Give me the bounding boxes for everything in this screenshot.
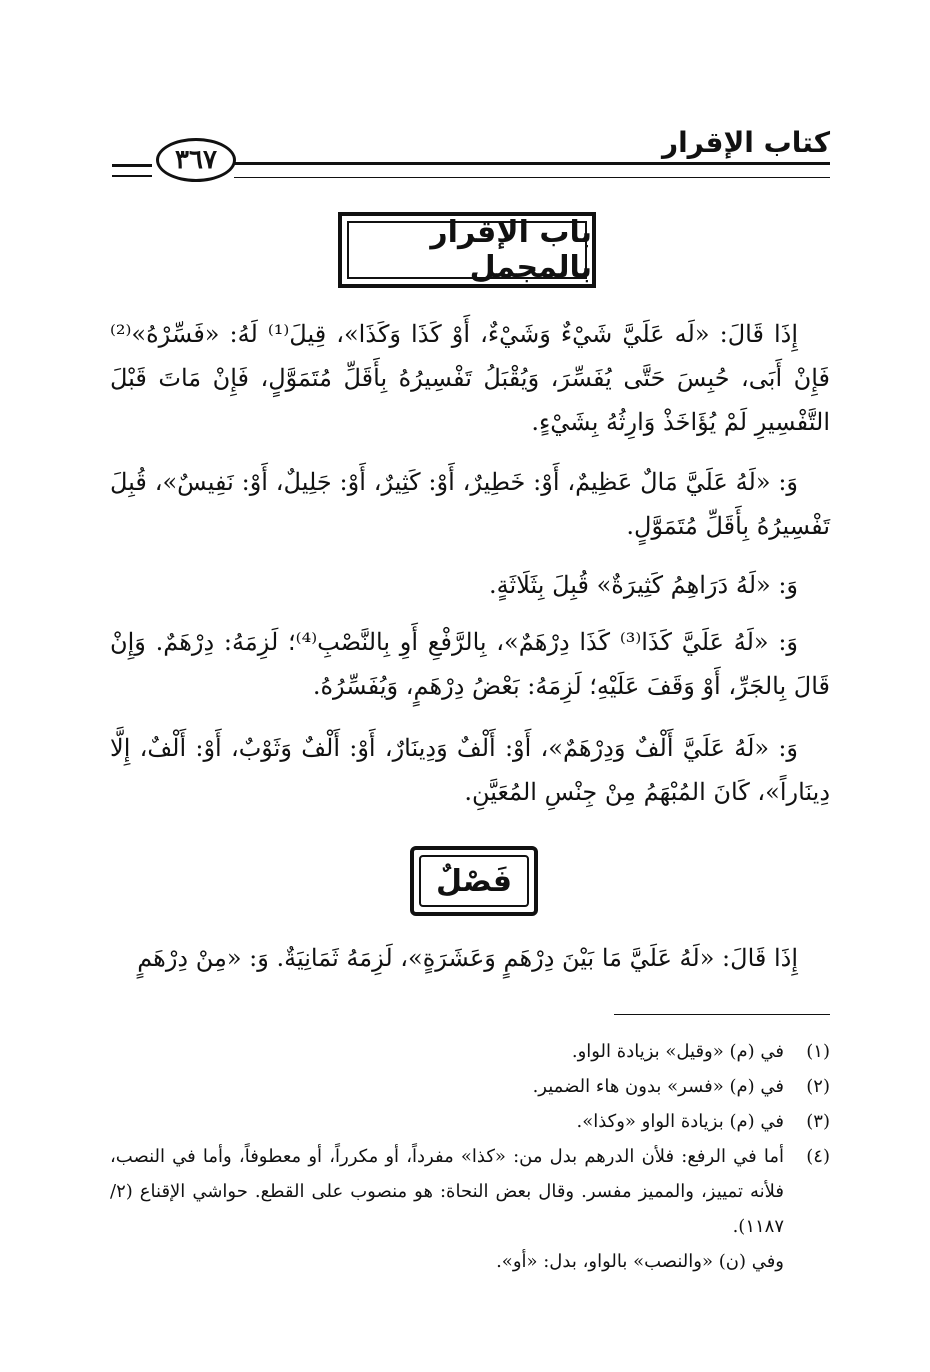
paragraph-text: وَ: «لَهُ عَلَيَّ كَذَا⁽³⁾ كَذَا دِرْهَمٌ»، بِالرَّفْعِ أَوِ بِالنَّصْبِ⁽⁴⁾؛ لَزِمَهُ: دِرْهَمٌ. وَإِنْ قَالَ بِالجَرِّ، أَوْ وَقَفَ عَلَيْهِ؛ لَزِمَهُ: بَعْضُ دِرْهَمٍ، وَيُفَسِّرُهُ. bbox=[110, 628, 830, 700]
paragraph-text: وَ: «لَهُ عَلَيَّ أَلْفٌ وَدِرْهَمٌ»، أَوْ: أَلْفٌ وَدِينَارٌ، أَوْ: أَلْفٌ وَثَوْبٌ، أَوْ: أَلْفٌ، إِلَّا دِينَاراً»، كَانَ المُبْهَمُ مِنْ جِنْسِ المُعَيَّنِ. bbox=[110, 734, 830, 806]
footnote-separator bbox=[614, 1014, 830, 1015]
paragraph-1 bbox=[110, 312, 830, 444]
footnote-number: (٣) bbox=[806, 1111, 830, 1132]
page-number: ٣٦٧ bbox=[156, 138, 236, 182]
footnote-4-continuation: وفي (ن) «والنصب» بالواو، بدل: «أو». bbox=[496, 1251, 784, 1272]
paragraph-5 bbox=[110, 726, 830, 814]
footnote-text: أما في الرفع: فلأن الدرهم بدل من: «كذا» مفرداً، أو مكرراً، أو معطوفاً، وأما في النصب، فلأنه تمييز، والمميز مفسر. وقال بعض النحاة: هو منصوب على القطع. حواشي الإقناع (٢/ ١١٨٧). bbox=[110, 1146, 784, 1237]
footnote-number: (٢) bbox=[806, 1076, 830, 1097]
paragraph-2 bbox=[110, 460, 830, 548]
section-title: فَصْلٌ bbox=[436, 863, 512, 899]
section-title-box bbox=[410, 846, 538, 916]
chapter-title: باب الإقرار بالمجمل bbox=[430, 215, 592, 285]
footnote-2 bbox=[110, 1069, 830, 1104]
paragraph-text: إِذَا قَالَ: «لَه عَلَيَّ شَيْءٌ وَشَيْءٌ، أَوْ كَذَا وَكَذَا»، قِيلَ⁽¹⁾ لَهُ: «فَسِّرْهُ»⁽²⁾ فَإِنْ أَبَى، حُبِسَ حَتَّى يُفَسِّرَ، وَيُقْبَلُ تَفْسِيرُهُ بِأَقَلِّ مُتَمَوَّلٍ، فَإِنْ مَاتَ قَبْلَ التَّفْسِيرِ لَمْ يُؤَاخَذْ وَارِثُهُ بِشَيْءٍ. bbox=[110, 320, 830, 436]
section-paragraph bbox=[110, 936, 830, 980]
header-rule bbox=[234, 162, 830, 178]
footnote-text: في (م) «وقيل» بزيادة الواو. bbox=[571, 1041, 784, 1062]
footnote-number: (١) bbox=[806, 1041, 830, 1062]
header-rule-left bbox=[112, 164, 152, 177]
footnote-4 bbox=[110, 1139, 830, 1244]
paragraph-text: إِذَا قَالَ: «لَهُ عَلَيَّ مَا بَيْنَ دِرْهَمٍ وَعَشَرَةٍ»، لَزِمَهُ ثَمَانِيَةٌ. وَ: «مِنْ دِرْهَمٍ bbox=[137, 944, 798, 972]
paragraph-text: وَ: «لَهُ دَرَاهِمُ كَثِيرَةٌ» قُبِلَ بِثَلَاثَةٍ. bbox=[489, 571, 798, 599]
paragraph-4 bbox=[110, 620, 830, 708]
footnote-3 bbox=[110, 1104, 830, 1139]
paragraph-3 bbox=[110, 563, 830, 607]
footnote-text: في (م) بزيادة الواو «وكذا». bbox=[576, 1111, 784, 1132]
paragraph-text: وَ: «لَهُ عَلَيَّ مَالٌ عَظِيمٌ، أَوْ: خَطِيرٌ، أَوْ: كَثِيرٌ، أَوْ: جَلِيلٌ، أَوْ: نَفِيسٌ»، قُبِلَ تَفْسِيرُهُ بِأَقَلِّ مُتَمَوَّلٍ. bbox=[110, 468, 830, 540]
footnote-1 bbox=[110, 1034, 830, 1069]
footnotes bbox=[110, 1034, 830, 1279]
footnote-number: (٤) bbox=[806, 1146, 830, 1167]
chapter-title-box bbox=[338, 212, 596, 288]
page-header bbox=[112, 118, 830, 188]
footnote-text: في (م) «فسر» بدون هاء الضمير. bbox=[532, 1076, 784, 1097]
running-head-title: كتاب الإقرار bbox=[661, 126, 830, 159]
